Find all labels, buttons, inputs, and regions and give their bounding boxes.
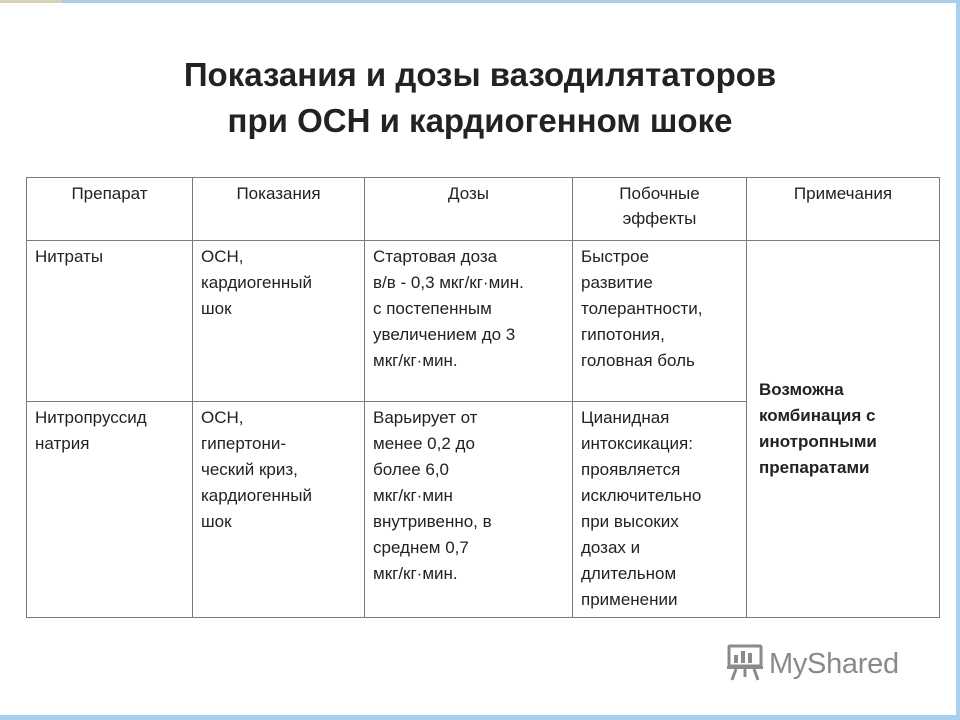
header-indications: Показания bbox=[193, 178, 365, 241]
slide-title bbox=[0, 52, 960, 144]
cell-doses: Стартовая доза в/в - 0,3 мкг/кг·мин. с постепенным увеличением до 3 мкг/кг·мин. bbox=[365, 241, 573, 402]
watermark-text: MyShared bbox=[769, 648, 899, 680]
vasodilator-table bbox=[26, 177, 940, 618]
table-header-row bbox=[27, 178, 940, 241]
cell-drug: Нитропруссид натрия bbox=[27, 402, 193, 618]
header-side-effects: Побочные эффекты bbox=[573, 178, 747, 241]
header-drug: Препарат bbox=[27, 178, 193, 241]
presentation-board-icon bbox=[727, 643, 769, 686]
header-notes: Примечания bbox=[747, 178, 940, 241]
cell-indications: ОСН, гипертони- ческий криз, кардиогенный шок bbox=[193, 402, 365, 618]
cell-note: Возможна комбинация с инотропными препаратами bbox=[747, 241, 940, 618]
title-line-2: при ОСН и кардиогенном шоке bbox=[227, 102, 733, 139]
cell-drug: Нитраты bbox=[27, 241, 193, 402]
cell-indications: ОСН, кардиогенный шок bbox=[193, 241, 365, 402]
header-doses: Дозы bbox=[365, 178, 573, 241]
myshared-watermark bbox=[727, 643, 899, 686]
table-row bbox=[27, 241, 940, 402]
cell-side-effects: Быстрое развитие толерантности, гипотония, головная боль bbox=[573, 241, 747, 402]
title-line-1: Показания и дозы вазодилятаторов bbox=[183, 56, 777, 93]
cell-doses: Варьирует от менее 0,2 до более 6,0 мкг/кг·мин внутривенно, в среднем 0,7 мкг/кг·мин. bbox=[365, 402, 573, 618]
cell-side-effects: Цианидная интоксикация: проявляется исключительно при высоких дозах и длительном применении bbox=[573, 402, 747, 618]
corner-accent bbox=[0, 0, 62, 3]
